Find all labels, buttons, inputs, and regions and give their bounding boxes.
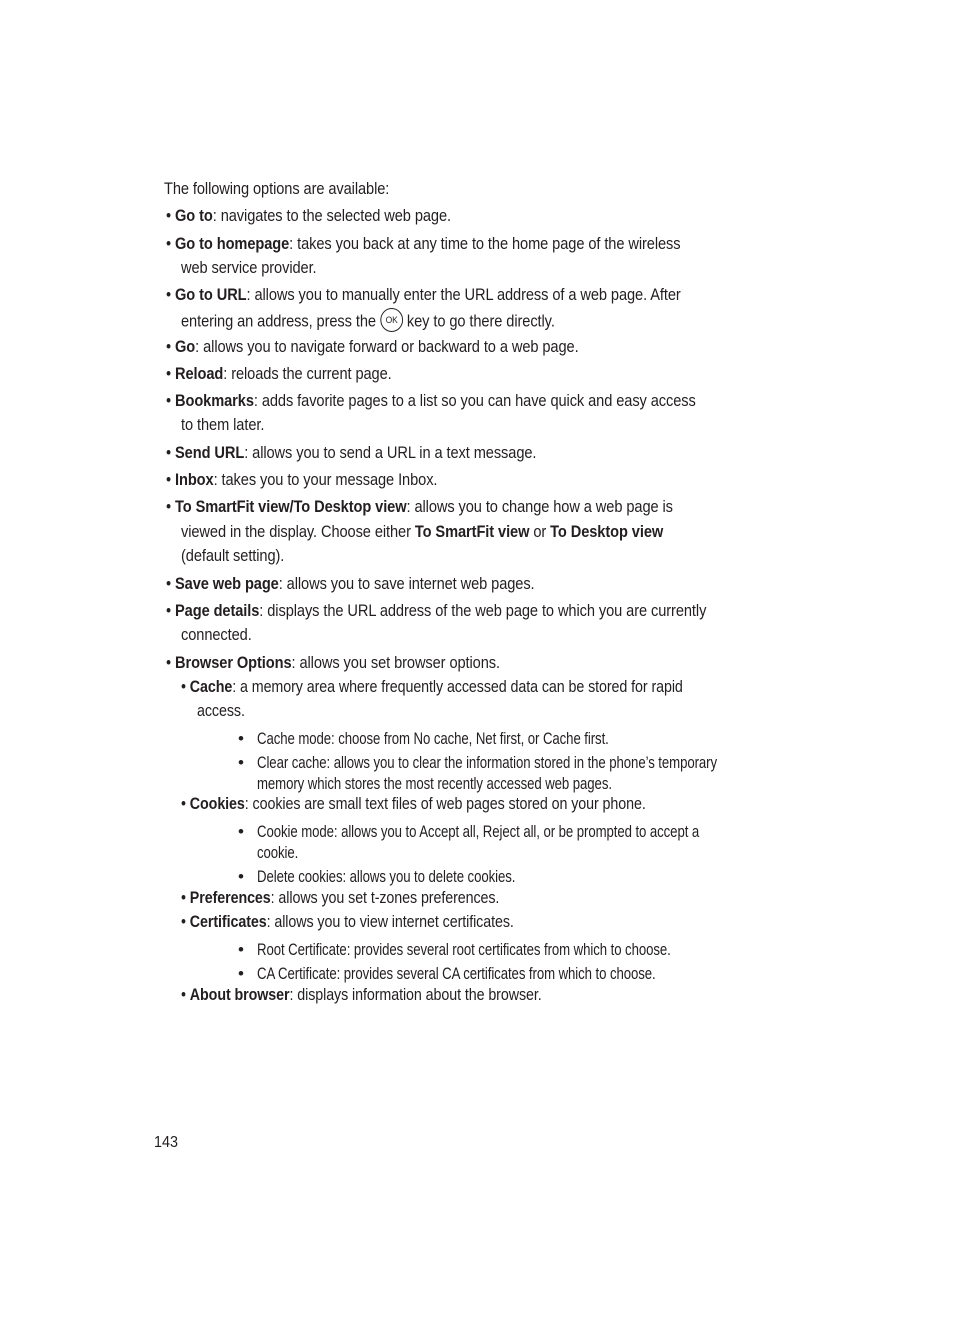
option-term: Go to homepage <box>175 234 290 253</box>
ok-key-icon: OK <box>380 308 403 332</box>
option-smartfit: • To SmartFit view/To Desktop view: allows you to change how a web page is <box>166 497 673 516</box>
bullet-dot: • <box>238 753 244 772</box>
option-go: • Go: allows you to navigate forward or backward to a web page. <box>166 337 579 356</box>
option-reload: • Reload: reloads the current page. <box>166 364 392 383</box>
intro-text: The following options are available: <box>164 179 390 198</box>
option-page-details-cont: connected. <box>181 625 252 644</box>
option-inbox: • Inbox: takes you to your message Inbox. <box>166 470 438 489</box>
option-term: Certificates <box>189 912 267 931</box>
browser-option-cache: • Cache: a memory area where frequently accessed data can be stored for rapid <box>181 677 683 696</box>
option-go-to: • Go to: navigates to the selected web page. <box>166 206 451 225</box>
browser-option-preferences: • Preferences: allows you set t-zones preferences. <box>181 888 500 907</box>
option-term: About browser <box>189 985 290 1004</box>
bullet-dot: • <box>238 729 244 748</box>
option-term: Go to <box>175 206 213 225</box>
option-term: Preferences <box>189 888 271 907</box>
option-go-to-url: • Go to URL: allows you to manually enter the URL address of a web page. After <box>166 285 681 304</box>
option-term: Go <box>175 337 196 356</box>
option-term: Go to URL <box>175 285 247 304</box>
browser-option-certificates: • Certificates: allows you to view internet certificates. <box>181 912 514 931</box>
option-bookmarks-cont: to them later. <box>181 415 265 434</box>
option-page-details: • Page details: displays the URL address of the web page to which you are currently <box>166 601 707 620</box>
browser-option-cookies: • Cookies: cookies are small text files of web pages stored on your phone. <box>181 794 646 813</box>
cookie-mode-item: Cookie mode: allows you to Accept all, Reject all, or be prompted to accept a <box>257 823 700 841</box>
bullet-dot: • <box>238 964 244 983</box>
option-term: Send URL <box>175 443 245 462</box>
delete-cookies-item: Delete cookies: allows you to delete cookies. <box>257 868 516 886</box>
clear-cache-item: Clear cache: allows you to clear the information stored in the phone’s temporary <box>257 754 718 772</box>
option-term: Page details <box>175 601 260 620</box>
ca-certificate-item: CA Certificate: provides several CA certificates from which to choose. <box>257 965 656 983</box>
option-term: Bookmarks <box>175 391 254 410</box>
option-browser-options: • Browser Options: allows you set browser options. <box>166 653 500 672</box>
option-term: Reload <box>175 364 224 383</box>
browser-option-about: • About browser: displays information about the browser. <box>181 985 542 1004</box>
cache-mode-item: Cache mode: choose from No cache, Net first, or Cache first. <box>257 730 609 748</box>
page-number: 143 <box>154 1134 179 1151</box>
option-bookmarks: • Bookmarks: adds favorite pages to a list so you can have quick and easy access <box>166 391 696 410</box>
option-term: Save web page <box>175 574 279 593</box>
cookie-mode-item-cont: cookie. <box>257 844 299 862</box>
bullet-dot: • <box>238 867 244 886</box>
option-send-url: • Send URL: allows you to send a URL in a text message. <box>166 443 537 462</box>
option-smartfit-cont: viewed in the display. Choose either To SmartFit view or To Desktop view <box>181 522 664 541</box>
bullet-dot: • <box>238 822 244 841</box>
option-term: To SmartFit view/To Desktop view <box>175 497 407 516</box>
option-term: Inbox <box>175 470 214 489</box>
clear-cache-item-cont: memory which stores the most recently accessed web pages. <box>257 775 612 793</box>
option-smartfit-cont2: (default setting). <box>181 546 285 565</box>
option-term: Browser Options <box>175 653 292 672</box>
option-save-web-page: • Save web page: allows you to save internet web pages. <box>166 574 535 593</box>
option-go-to-homepage-cont: web service provider. <box>181 258 317 277</box>
option-term: Cache <box>189 677 233 696</box>
option-go-to-homepage: • Go to homepage: takes you back at any time to the home page of the wireless <box>166 234 681 253</box>
browser-option-cache-cont: access. <box>197 701 245 720</box>
option-go-to-url-cont: entering an address, press the OK key to go there directly. <box>181 310 555 334</box>
option-term: Cookies <box>189 794 245 813</box>
root-certificate-item: Root Certificate: provides several root certificates from which to choose. <box>257 941 671 959</box>
bullet-dot: • <box>238 940 244 959</box>
